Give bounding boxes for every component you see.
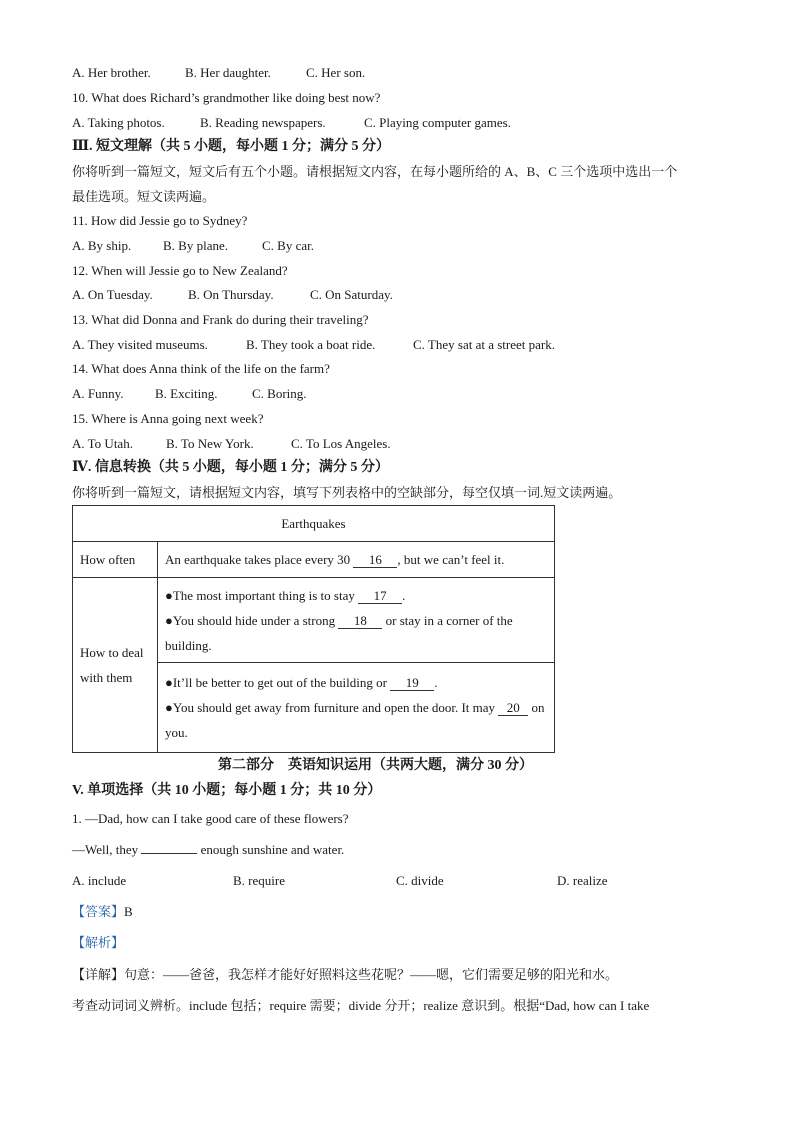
option: A. include: [72, 873, 127, 888]
blank: [141, 853, 197, 854]
section-3-instruction-cont: 最佳选项。短文读两遍。: [72, 189, 216, 204]
text: .: [402, 587, 406, 603]
option: A. Her brother.: [72, 65, 151, 80]
earthquakes-table: [72, 505, 555, 753]
bullet-20: [165, 695, 547, 745]
text: or stay in a corner of the building.: [165, 612, 513, 653]
option: A. They visited museums.: [72, 337, 208, 352]
option: C. By car.: [262, 238, 314, 253]
text: ●You should get away from furniture and open the door. It may: [165, 700, 496, 715]
question-14: 14. What does Anna think of the life on the farm?: [72, 361, 330, 376]
option: A. To Utah.: [72, 436, 133, 451]
q14-options: [72, 386, 307, 402]
question-1-options: [72, 873, 608, 889]
option: A. Taking photos.: [72, 115, 165, 130]
text: —Well, they: [72, 842, 139, 857]
q9-options: [72, 65, 365, 81]
option: B. They took a boat ride.: [246, 337, 376, 352]
option: B. require: [233, 873, 285, 888]
q15-options: [72, 436, 391, 452]
text: on you.: [165, 700, 545, 740]
option: A. By ship.: [72, 238, 132, 253]
answer-value: B: [124, 904, 133, 919]
bullet-17: [165, 583, 547, 608]
option: C. On Saturday.: [310, 287, 393, 302]
option: B. Her daughter.: [185, 65, 271, 80]
section-4-heading: Ⅳ. 信息转换（共 5 小题，每小题 1 分；满分 5 分）: [72, 460, 389, 475]
question-1: 1. —Dad, how can I take good care of these flowers?: [72, 811, 349, 826]
question-11: 11. How did Jessie go to Sydney?: [72, 213, 248, 228]
question-1-reply: [72, 842, 344, 858]
option: C. Her son.: [306, 65, 366, 80]
section-3-instruction: 你将听到一篇短文，短文后有五个小题。请根据短文内容，在每小题所给的 A、B、C 三个选项中选出一个: [72, 164, 678, 179]
row-content-how-often: [158, 542, 555, 578]
option: D. realize: [557, 873, 608, 888]
section-5-heading: V. 单项选择（共 10 小题；每小题 1 分；共 10 分）: [72, 783, 382, 798]
option: C. Boring.: [252, 386, 307, 401]
part-2-heading: 第二部分 英语知识运用（共两大题，满分 30 分）: [218, 758, 533, 773]
row-content-how-to-deal-1: [158, 578, 555, 663]
blank-18: 18: [338, 614, 382, 629]
row-content-how-to-deal-2: [158, 663, 555, 753]
question-13: 13. What did Donna and Frank do during their traveling?: [72, 312, 369, 327]
text: ●You should hide under a strong: [165, 612, 336, 628]
option: C. Playing computer games.: [364, 115, 511, 130]
detail-label: 【详解】: [72, 967, 125, 982]
detail: [72, 967, 618, 983]
question-15: 15. Where is Anna going next week?: [72, 411, 264, 426]
blank-17: 17: [358, 589, 402, 604]
option: A. On Tuesday.: [72, 287, 153, 302]
option: C. To Los Angeles.: [291, 436, 391, 451]
table-title: Earthquakes: [73, 506, 555, 542]
option: C. divide: [396, 873, 444, 888]
bullet-18: [165, 608, 547, 658]
q13-options: [72, 337, 555, 353]
q10-options: [72, 115, 511, 131]
option: C. They sat at a street park.: [413, 337, 555, 352]
text: ●The most important thing is to stay: [165, 587, 355, 603]
row-label-how-often: How often: [73, 542, 158, 578]
section-3-heading: Ⅲ. 短文理解（共 5 小题，每小题 1 分；满分 5 分）: [72, 139, 391, 154]
option: B. On Thursday.: [188, 287, 274, 302]
option: B. To New York.: [166, 436, 254, 451]
analysis-label: 【解析】: [72, 935, 125, 950]
text: ●It’ll be better to get out of the building or: [165, 675, 387, 690]
section-4-instruction: 你将听到一篇短文，请根据短文内容，填写下列表格中的空缺部分，每空仅填一词.短文读两遍。: [72, 485, 622, 500]
question-12: 12. When will Jessie go to New Zealand?: [72, 263, 288, 278]
option: B. Reading newspapers.: [200, 115, 326, 130]
bullet-19: [165, 670, 547, 695]
text: enough sunshine and water.: [200, 842, 345, 857]
option: B. Exciting.: [155, 386, 218, 401]
detail-text: 句意：——爸爸，我怎样才能好好照料这些花呢？——嗯，它们需要足够的阳光和水。: [124, 967, 619, 982]
text: , but we can’t feel it.: [397, 552, 505, 567]
question-10: 10. What does Richard’s grandmother like doing best now?: [72, 90, 381, 105]
analysis-text: 考查动词词义辨析。include 包括；require 需要；divide 分开；realize 意识到。根据“Dad, how can I take: [72, 998, 650, 1013]
answer-label: 【答案】: [72, 904, 125, 919]
text: An earthquake takes place every 30: [165, 552, 351, 567]
blank-19: 19: [390, 676, 434, 691]
blank-20: 20: [498, 701, 528, 716]
row-label-how-to-deal: How to deal with them: [73, 578, 158, 753]
q12-options: [72, 287, 393, 303]
text: .: [434, 675, 438, 690]
option: A. Funny.: [72, 386, 124, 401]
q11-options: [72, 238, 314, 254]
answer: [72, 904, 133, 920]
blank-16: 16: [353, 553, 397, 568]
option: B. By plane.: [163, 238, 228, 253]
